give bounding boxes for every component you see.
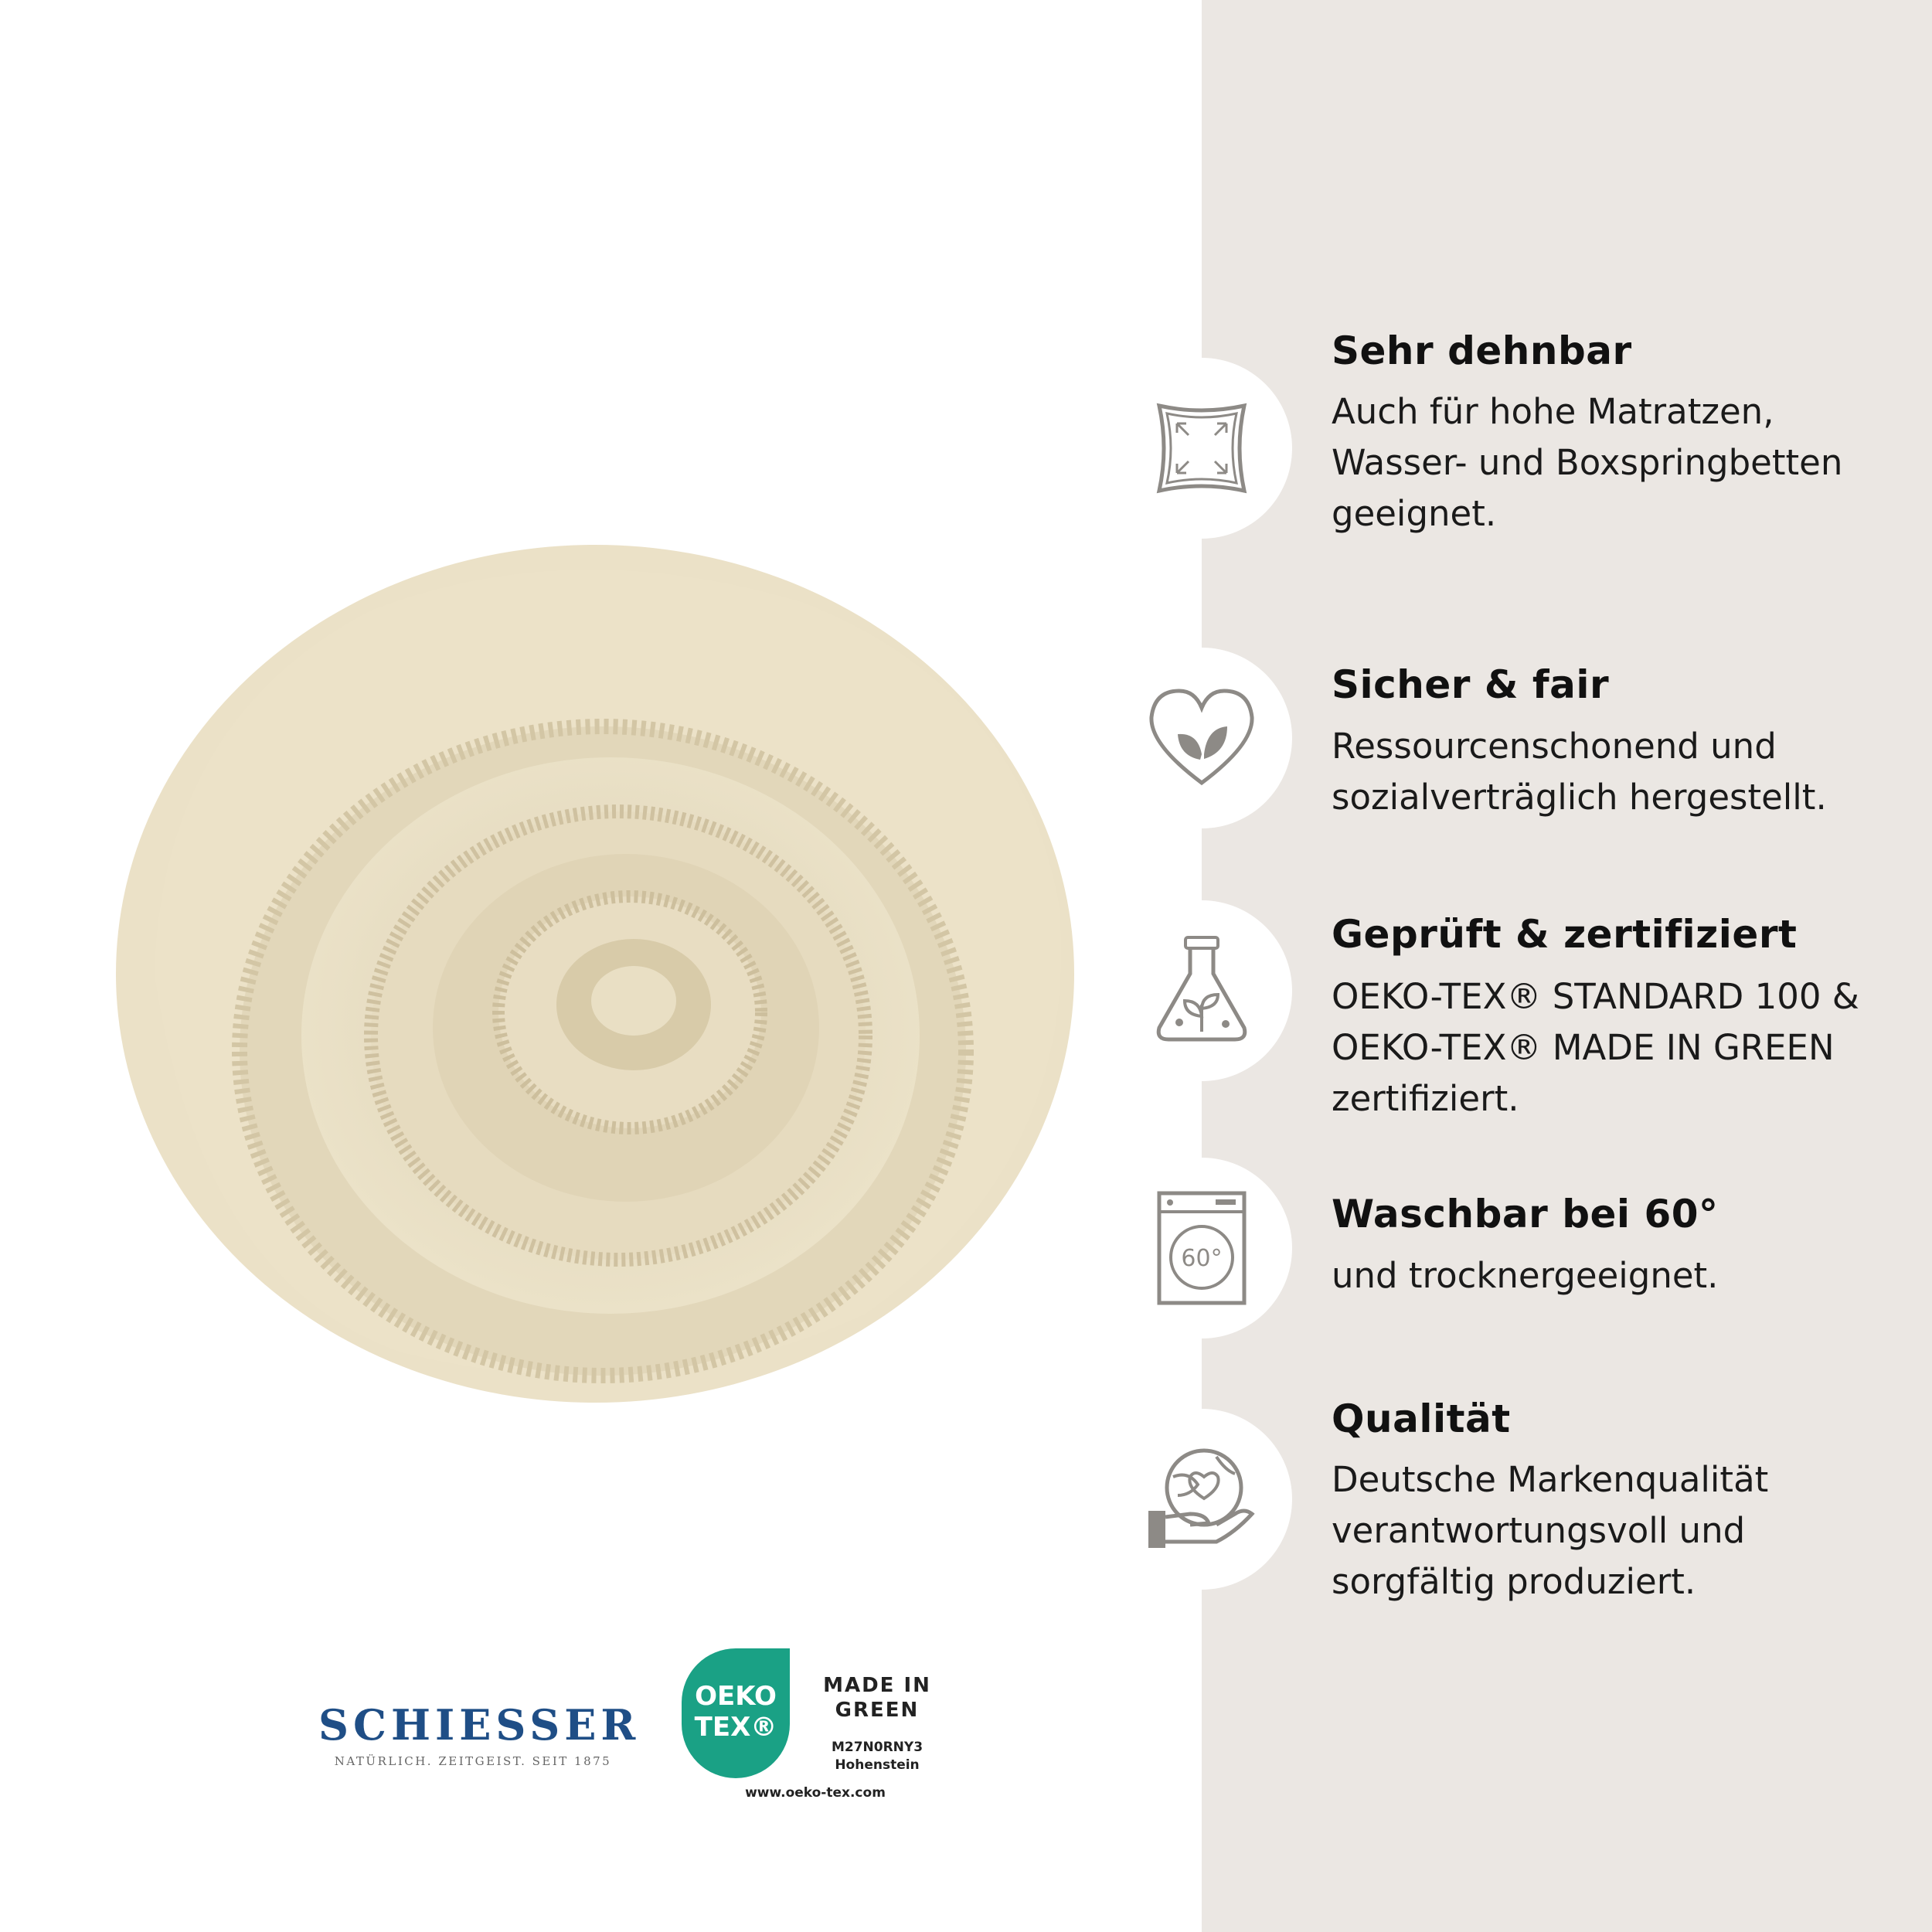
- made-in-green-label: MADE IN GREEN: [823, 1674, 931, 1722]
- schiesser-brand-name: SCHIESSER: [318, 1700, 641, 1750]
- flask-plant-icon: [1142, 931, 1261, 1050]
- feature-title: Sehr dehnbar: [1332, 328, 1632, 373]
- feature-icon-circle: [1111, 900, 1292, 1081]
- feature-description: OEKO-TEX® STANDARD 100 & OEKO-TEX® MADE IN GREEN zertifiziert.: [1332, 976, 1859, 1119]
- washing-machine-icon: [1142, 1189, 1261, 1308]
- oeko-tex-certificate: M27N0RNY3 Hohenstein: [831, 1740, 923, 1773]
- feature-icon-circle: [1111, 1158, 1292, 1338]
- svg-text:60°: 60°: [1181, 1245, 1223, 1272]
- heart-leaf-icon: [1142, 679, 1261, 798]
- feature-title: Qualität: [1332, 1396, 1511, 1441]
- feature-title: Geprüft & zertifiziert: [1332, 912, 1798, 957]
- feature-title: Sicher & fair: [1332, 662, 1610, 707]
- features-panel: [1202, 0, 1932, 1932]
- hand-globe-heart-icon: [1142, 1440, 1261, 1559]
- oeko-tex-line1: OEKO: [695, 1681, 777, 1712]
- feature-description: Ressourcenschonend und sozialverträglich hergestellt.: [1332, 726, 1827, 818]
- feature-icon-circle: [1111, 648, 1292, 828]
- feature-title: Waschbar bei 60°: [1332, 1192, 1719, 1236]
- schiesser-logo: [318, 1700, 641, 1768]
- oeko-tex-logo: [682, 1648, 790, 1778]
- oeko-tex-url: www.oeko-tex.com: [745, 1785, 886, 1801]
- feature-description: und trocknergeeignet.: [1332, 1255, 1719, 1296]
- stretch-pillow-icon: [1142, 389, 1261, 508]
- schiesser-tagline: NATÜRLICH. ZEITGEIST. SEIT 1875: [334, 1754, 612, 1768]
- rolled-fitted-sheet-image: [108, 541, 1082, 1406]
- feature-description: Deutsche Markenqualität verantwortungsvoll und sorgfältig produziert.: [1332, 1459, 1769, 1602]
- oeko-tex-line2: TEX®: [694, 1712, 777, 1743]
- feature-description: Auch für hohe Matratzen, Wasser- und Boxspringbetten geeignet.: [1332, 391, 1843, 534]
- feature-icon-circle: [1111, 1409, 1292, 1590]
- feature-icon-circle: [1111, 358, 1292, 539]
